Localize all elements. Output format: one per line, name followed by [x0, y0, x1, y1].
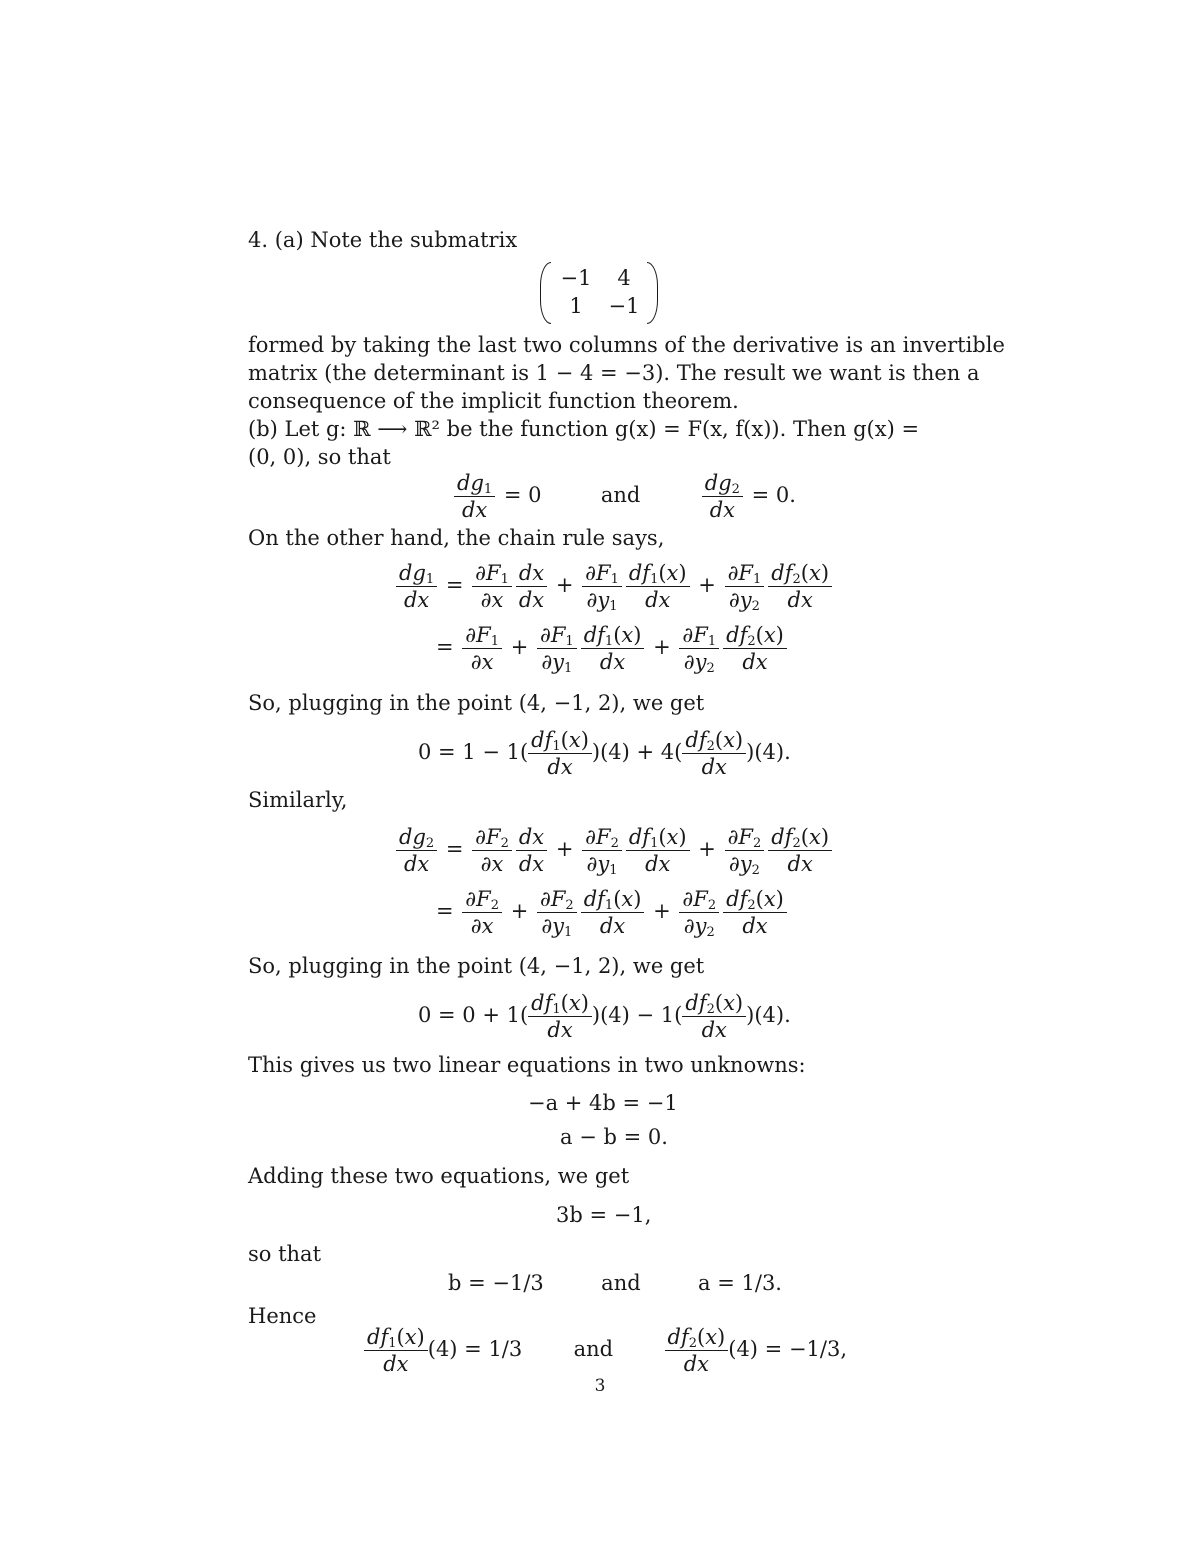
plug-in-intro-2: So, plugging in the point (4, −1, 2), we get — [248, 954, 705, 978]
and-word: and — [600, 483, 641, 507]
plug-in-intro-1: So, plugging in the point (4, −1, 2), we get — [248, 691, 705, 715]
part-a-line-3: consequence of the implicit function theorem. — [248, 389, 739, 413]
part-a-paragraph — [248, 331, 1005, 471]
page-number: 3 — [594, 1376, 606, 1396]
final-value-1: (4) = 1/3 — [427, 1337, 523, 1361]
adding-intro: Adding these two equations, we get — [248, 1164, 630, 1188]
part-a-intro: (a) Note the submatrix — [274, 228, 518, 252]
final-value-2: (4) = −1/3, — [728, 1337, 848, 1361]
linear-equation-2: a − b = 0. — [560, 1125, 668, 1149]
linear-equation-1: −a + 4b = −1 — [528, 1091, 678, 1115]
part-b-line-2: (0, 0), so that — [248, 445, 391, 469]
similarly-label: Similarly, — [248, 788, 348, 812]
plug-in-equation-1: 0 = 1 − 1( $\frac{df_1(x)}{dx}$ )(4) + 4( $\frac{df_2(x)}{dx}$ )(4). — [418, 728, 791, 779]
chain-rule-eq1-line2: = $\frac{\partial F_1}{\partial x}$ + $\frac{\partial F_1}{\partial y_1}$ $\frac{df_1(x)}{dx}$ + $\frac{\partial F_1}{\partial y_2}$ $\frac{df_2(x)}{dx}$ — [436, 622, 789, 675]
a-value: a = 1/3. — [698, 1271, 782, 1295]
so-that-label: so that — [248, 1242, 322, 1266]
chain-rule-eq2-line1: $\frac{dg_2}{dx}$ = $\frac{\partial F_2}{\partial x}$ $\frac{dx}{dx}$ + $\frac{\partial F_2}{\partial y_1}$ $\frac{df_1(x)}{dx}$ + $\frac{\partial F_2}{\partial y_2}$ $\frac{df_2(x)}{dx}$ — [394, 824, 834, 877]
matrix-cell-21: 1 — [569, 294, 583, 318]
chain-rule-eq2-line2: = $\frac{\partial F_2}{\partial x}$ + $\frac{\partial F_2}{\partial y_1}$ $\frac{df_1(x)}{dx}$ + $\frac{\partial F_2}{\partial y_2}$ $\frac{df_2(x)}{dx}$ — [436, 886, 789, 939]
hence-label: Hence — [248, 1304, 317, 1328]
and-word-3: and — [573, 1337, 614, 1361]
equation-dg-zero: $\frac{dg_1}{dx}$ = 0 and $\frac{dg_2}{dx}$ = 0. — [452, 470, 796, 523]
submatrix — [540, 262, 658, 322]
adding-result: 3b = −1, — [556, 1203, 652, 1227]
and-word-2: and — [601, 1271, 641, 1295]
matrix-left-paren — [540, 262, 551, 324]
solution-values — [448, 1268, 782, 1298]
fraction-dg1-dx: $\frac{dg_1}{dx}$ — [454, 470, 495, 523]
part-a-line-1: formed by taking the last two columns of the derivative is an invertible — [248, 333, 1005, 357]
matrix-cell-22: −1 — [608, 294, 640, 318]
matrix-right-paren — [647, 262, 658, 324]
part-b-line-1: (b) Let g: ℝ ⟶ ℝ² be the function g(x) = F(x, f(x)). Then g(x) = — [248, 417, 920, 441]
matrix-cell-11: −1 — [560, 266, 592, 290]
linear-equations-intro: This gives us two linear equations in two unknowns: — [248, 1053, 806, 1077]
plug-in-equation-2: 0 = 0 + 1( $\frac{df_1(x)}{dx}$ )(4) − 1( $\frac{df_2(x)}{dx}$ )(4). — [418, 991, 791, 1042]
problem-number: 4. — [248, 228, 269, 252]
part-a-intro-line — [248, 226, 517, 254]
chain-rule-eq1-line1: $\frac{dg_1}{dx}$ = $\frac{\partial F_1}{\partial x}$ $\frac{dx}{dx}$ + $\frac{\partial F_1}{\partial y_1}$ $\frac{df_1(x)}{dx}$ + $\frac{\partial F_1}{\partial y_2}$ $\frac{df_2(x)}{dx}$ — [394, 560, 834, 613]
b-value: b = −1/3 — [448, 1271, 544, 1295]
fraction-dg2-dx: $\frac{dg_2}{dx}$ — [702, 470, 743, 523]
chain-rule-intro: On the other hand, the chain rule says, — [248, 526, 665, 550]
final-result: $\frac{df_1(x)}{dx}$ (4) = 1/3 and $\frac{df_2(x)}{dx}$ (4) = −1/3, — [364, 1324, 847, 1377]
part-a-line-2: matrix (the determinant is 1 − 4 = −3). The result we want is then a — [248, 361, 980, 385]
matrix-cell-12: 4 — [617, 266, 631, 290]
